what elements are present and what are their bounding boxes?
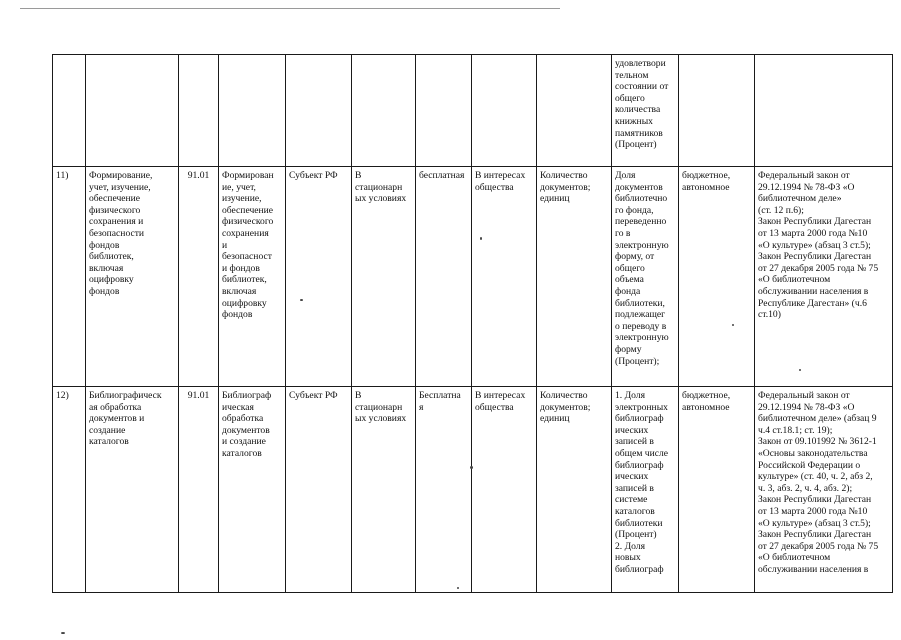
service-name-cell — [86, 55, 179, 167]
institution-type-cell: бюджетное, автономное — [679, 387, 755, 593]
quality-indicator-cell: удовлетвори тельном состоянии от общего количества книжных памятников (Процент) — [612, 55, 679, 167]
table-row — [53, 55, 893, 167]
interests-cell: В интересах общества — [472, 167, 537, 387]
table-row — [53, 167, 893, 387]
legal-basis-cell: Федеральный закон от 29.12.1994 № 78-ФЗ «О библиотечном деле» (ст. 12 п.6); Закон Республики Дагестан от 13 марта 2000 года №10 «О культуре» (абзац 3 ст.5); Закон Республики Дагестан от 27 декабря 2005 года № 75 «О библиотечном обслуживании населения в Республике Дагестан» (ч.6 ст.10) — [755, 167, 893, 387]
volume-indicator-cell: Количество документов; единиц — [537, 387, 612, 593]
payment-cell: Бесплатна я — [416, 387, 472, 593]
row-number: 12) — [53, 387, 86, 593]
institution-type-cell: бюджетное, автономное — [679, 167, 755, 387]
conditions-cell: В стационарн ых условиях — [352, 387, 416, 593]
subject-cell: Субъект РФ — [286, 387, 352, 593]
volume-indicator-cell: Количество документов; единиц — [537, 167, 612, 387]
row-number — [53, 55, 86, 167]
payment-cell — [416, 55, 472, 167]
institution-type-cell — [679, 55, 755, 167]
table-row — [53, 387, 893, 593]
scan-speck — [470, 466, 473, 469]
conditions-cell — [352, 55, 416, 167]
service-name-cell: Формирование, учет, изучение, обеспечение физического сохранения и безопасности фондов библиотек, включая оцифровку фондов — [86, 167, 179, 387]
subject-cell: Субъект РФ — [286, 167, 352, 387]
scan-speck — [480, 237, 482, 240]
quality-indicator-cell: Доля документов библиотечно го фонда, переведенно го в электронную форму, от общего объема фонда библиотеки, подлежащег о переводу в электронную форму (Процент); — [612, 167, 679, 387]
legal-basis-cell: Федеральный закон от 29.12.1994 № 78-ФЗ «О библиотечном деле» (абзац 9 ч.4 ст.18.1; ст. 19); Закон от 09.101992 № 3612-1 «Основы законодательства Российской Федерации о культуре» (ст. 40, ч. 2, абз 2, ч. 3, абз. 2, ч. 4, абз. 2); Закон Республики Дагестан от 13 марта 2000 года №10 «О культуре» (абзац 3 ст.5); Закон Республики Дагестан от 27 декабря 2005 года № 75 «О библиотечном обслуживании населения в — [755, 387, 893, 593]
row-number: 11) — [53, 167, 86, 387]
conditions-cell: В стационарн ых условиях — [352, 167, 416, 387]
service-name-cell: Библиографическ ая обработка документов и создание каталогов — [86, 387, 179, 593]
volume-indicator-cell — [537, 55, 612, 167]
service-content-cell: Формирован ие, учет, изучение, обеспечение физического сохранения и безопасност и фондов библиотек, включая оцифровку фондов — [219, 167, 286, 387]
scan-speck — [61, 632, 65, 634]
interests-cell — [472, 55, 537, 167]
okved-code-cell — [179, 55, 219, 167]
payment-cell: бесплатная — [416, 167, 472, 387]
scan-speck — [300, 299, 303, 301]
service-content-cell — [219, 55, 286, 167]
services-table — [52, 54, 893, 593]
okved-code-cell: 91.01 — [179, 387, 219, 593]
legal-basis-cell — [755, 55, 893, 167]
subject-cell — [286, 55, 352, 167]
interests-cell: В интересах общества — [472, 387, 537, 593]
service-content-cell: Библиограф ическая обработка документов и создание каталогов — [219, 387, 286, 593]
page-top-rule — [20, 8, 560, 9]
scan-speck — [799, 369, 801, 371]
okved-code-cell: 91.01 — [179, 167, 219, 387]
scan-speck — [457, 587, 459, 589]
quality-indicator-cell: 1. Доля электронных библиограф ических записей в общем числе библиограф ических записей в системе каталогов библиотеки (Процент) 2. Доля новых библиограф — [612, 387, 679, 593]
scan-speck — [732, 324, 734, 326]
